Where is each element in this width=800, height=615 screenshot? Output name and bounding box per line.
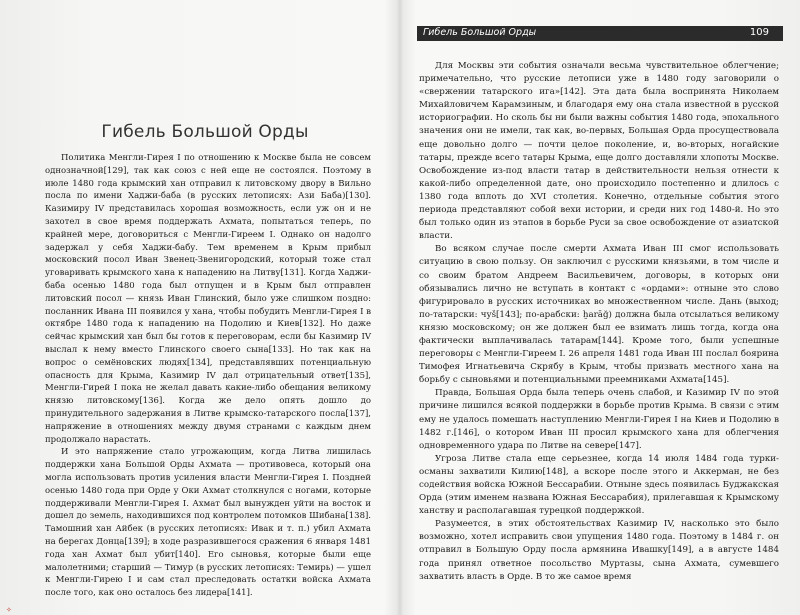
- print-mark-icon: ✧: [6, 606, 12, 614]
- running-header: [417, 26, 783, 41]
- left-body-text: [45, 152, 371, 600]
- paragraph: Угроза Литве стала еще серьезнее, когда 14 июля 1484 года турки-османы захватили Килию[148], а вскоре после этого и Аккерман, не без содействия войска Южной Бессарабии. Отныне здесь появилась Буджакская Орда (этим именем названа Южная Бессарабия), прилегавшая к Крымскому ханству и располагавшая турецкой поддержкой.: [419, 453, 779, 517]
- paragraph: И это напряжение стало угрожающим, когда Литва лишилась поддержки хана Большой Орды Ахмата — противовеса, который она могла использовать против усиления власти Менгли-Гирея I. Поздней осенью 1480 года при Орде у Оки Ахмат столкнулся с ногами, которые поддерживали Менгли-Гирея I. Ахмат был вынужден уйти на восток и дошел до земель, находившихся под контролем потомков Шибана[138]. Тамошний хан Айбек (в русских летописях: Ивак и т. п.) убил Ахмата на берегах Донца[139]; в ходе разразившегося сражения 6 января 1481 года хан Ахмат был убит[140]. Его сыновья, которые были еще малолетними; старший — Тимур (в русских летописях: Темирь) — ушел к Менгли-Гирею I и сам стал преследовать остатки войска Ахмата после того, как оно осталось без лидера[141].: [45, 447, 371, 599]
- paragraph: Политика Менгли-Гирея I по отношению к Москве была не совсем однозначной[129], так как союз с ней еще не состоялся. Поэтому в июле 1480 года крымский хан отправил к литовскому двору в Вильно посла по имени Хаджи-баба (в русских летописях: Ази Баба)[130]. Казимиру IV представилась хорошая возможность, если уж он и не захотел в свое время поддержать Ахмата, попытаться теперь, по крайней мере, договориться с Менгли-Гиреем I. Однако он надолго задержал у себя Хаджи-бабу. Тем временем в Крым прибыл московский посол Иван Звенец-Звенигородский, который тоже стал уговаривать крымского хана к нападению на Литву[131]. Когда Хаджи-баба осенью 1480 года был отпущен и в Крым был отправлен литовский посол — князь Иван Глинский, было уже слишком поздно: посланник Ивана III появился у хана, чтобы побудить Менгли-Гирея I в октябре 1480 года к нападению на Подолию и Киев[132]. Но даже сейчас крымский хан был бы готов к переговорам, если бы Казимир IV выслал к нему вместо Глинского своего сына[133]. Но так как на вопрос о семёновских людях[134], представлявших потенциальную опасность для Крыма, Казимир IV дал отрицательный ответ[135], Менгли-Гирей I пока не желал давать какие-либо обещания великому князю литовскому[136]. Когда же дело опять дошло до принудительного задержания в Литве крымско-татарского посла[137], напряжение в отношениях между двумя странами с каждым днем продолжало нарастать.: [45, 153, 371, 445]
- paragraph: Для Москвы эти события означали весьма чувствительное облегчение; примечательно, что русские летописи уже в 1480 году заговорили о «свержении татарского ига»[142]. Эта дата была воспринята Николаем Михайловичем Карамзиным, и благодаря ему она стала известной в русской историографии. Но сколь бы ни были важны события 1480 года, эпохального значения они не имели, так как, во-первых, Большая Орда просуществовала еще довольно долго — почти целое поколение, и, во-вторых, ногайские татары, прежде всего татары Крыма, еще долго доставляли хлопоты Москве. Освобождение из-под власти татар в действительности нельзя отнести к какой-либо определенной дате, оно происходило постепенно и длилось с 1380 года вплоть до XVI столетия. Конечно, отдельные события этого периода представляют собой вехи истории, и среди них год 1480-й. Но это был только один из этапов в борьбе Руси за свое освобождение от азиатской власти.: [419, 61, 779, 242]
- chapter-title: Гибель Большой Орды: [101, 122, 309, 142]
- paragraph: Разумеется, в этих обстоятельствах Казимир IV, насколько это было возможно, хотел исправить свои упущения 1480 года. Поэтому в 1484 г. он отправил в Большую Орду посла армянина Ивашку[149], а в августе 1484 года принял ответное посольство Муртазы, сына Ахмата, сумевшего захватить власть в Орде. В то же самое время: [419, 519, 779, 582]
- paragraph: Во всяком случае после смерти Ахмата Иван III смог использовать ситуацию в свою пользу. Он заключил с русскими князьями, в том числе и со своим братом Андреем Васильевичем, договоры, в которых они обязывались лично не вступать в контакт с «ордами»: отныне это слово фигурировало в русских источниках во множественном числе. Дань (выход; по-татарски: чуš[143]; по-арабски: ḫarāğ) должна была отсылаться великому князю московскому; он же должен был ее взимать лишь тогда, когда она фактически выплачивалась татарам[144]. Кроме того, были успешные переговоры с Менгли-Гиреем I. 26 апреля 1481 года Иван III послал боярина Тимофея Игнатьевича Скрябу в Крым, чтобы призвать местного хана на борьбу с сыновьями и потенциальными преемниками Ахмата[145].: [419, 244, 779, 386]
- right-page: [405, 0, 800, 615]
- page-number: 109: [749, 27, 769, 38]
- paragraph: Правда, Большая Орда была теперь очень слабой, и Казимир IV по этой причине лишился всякой поддержки в борьбе против Крыма. В связи с этим ему не удалось помешать наступлению Менгли-Гирея I на Киев и Подолию в 1482 г.[146], о котором Иван III просил крымского хана для облегчения одновременного удара по Литве на севере[147].: [419, 388, 779, 451]
- right-body-text: [419, 60, 779, 584]
- running-head-title: Гибель Большой Орды: [423, 27, 537, 38]
